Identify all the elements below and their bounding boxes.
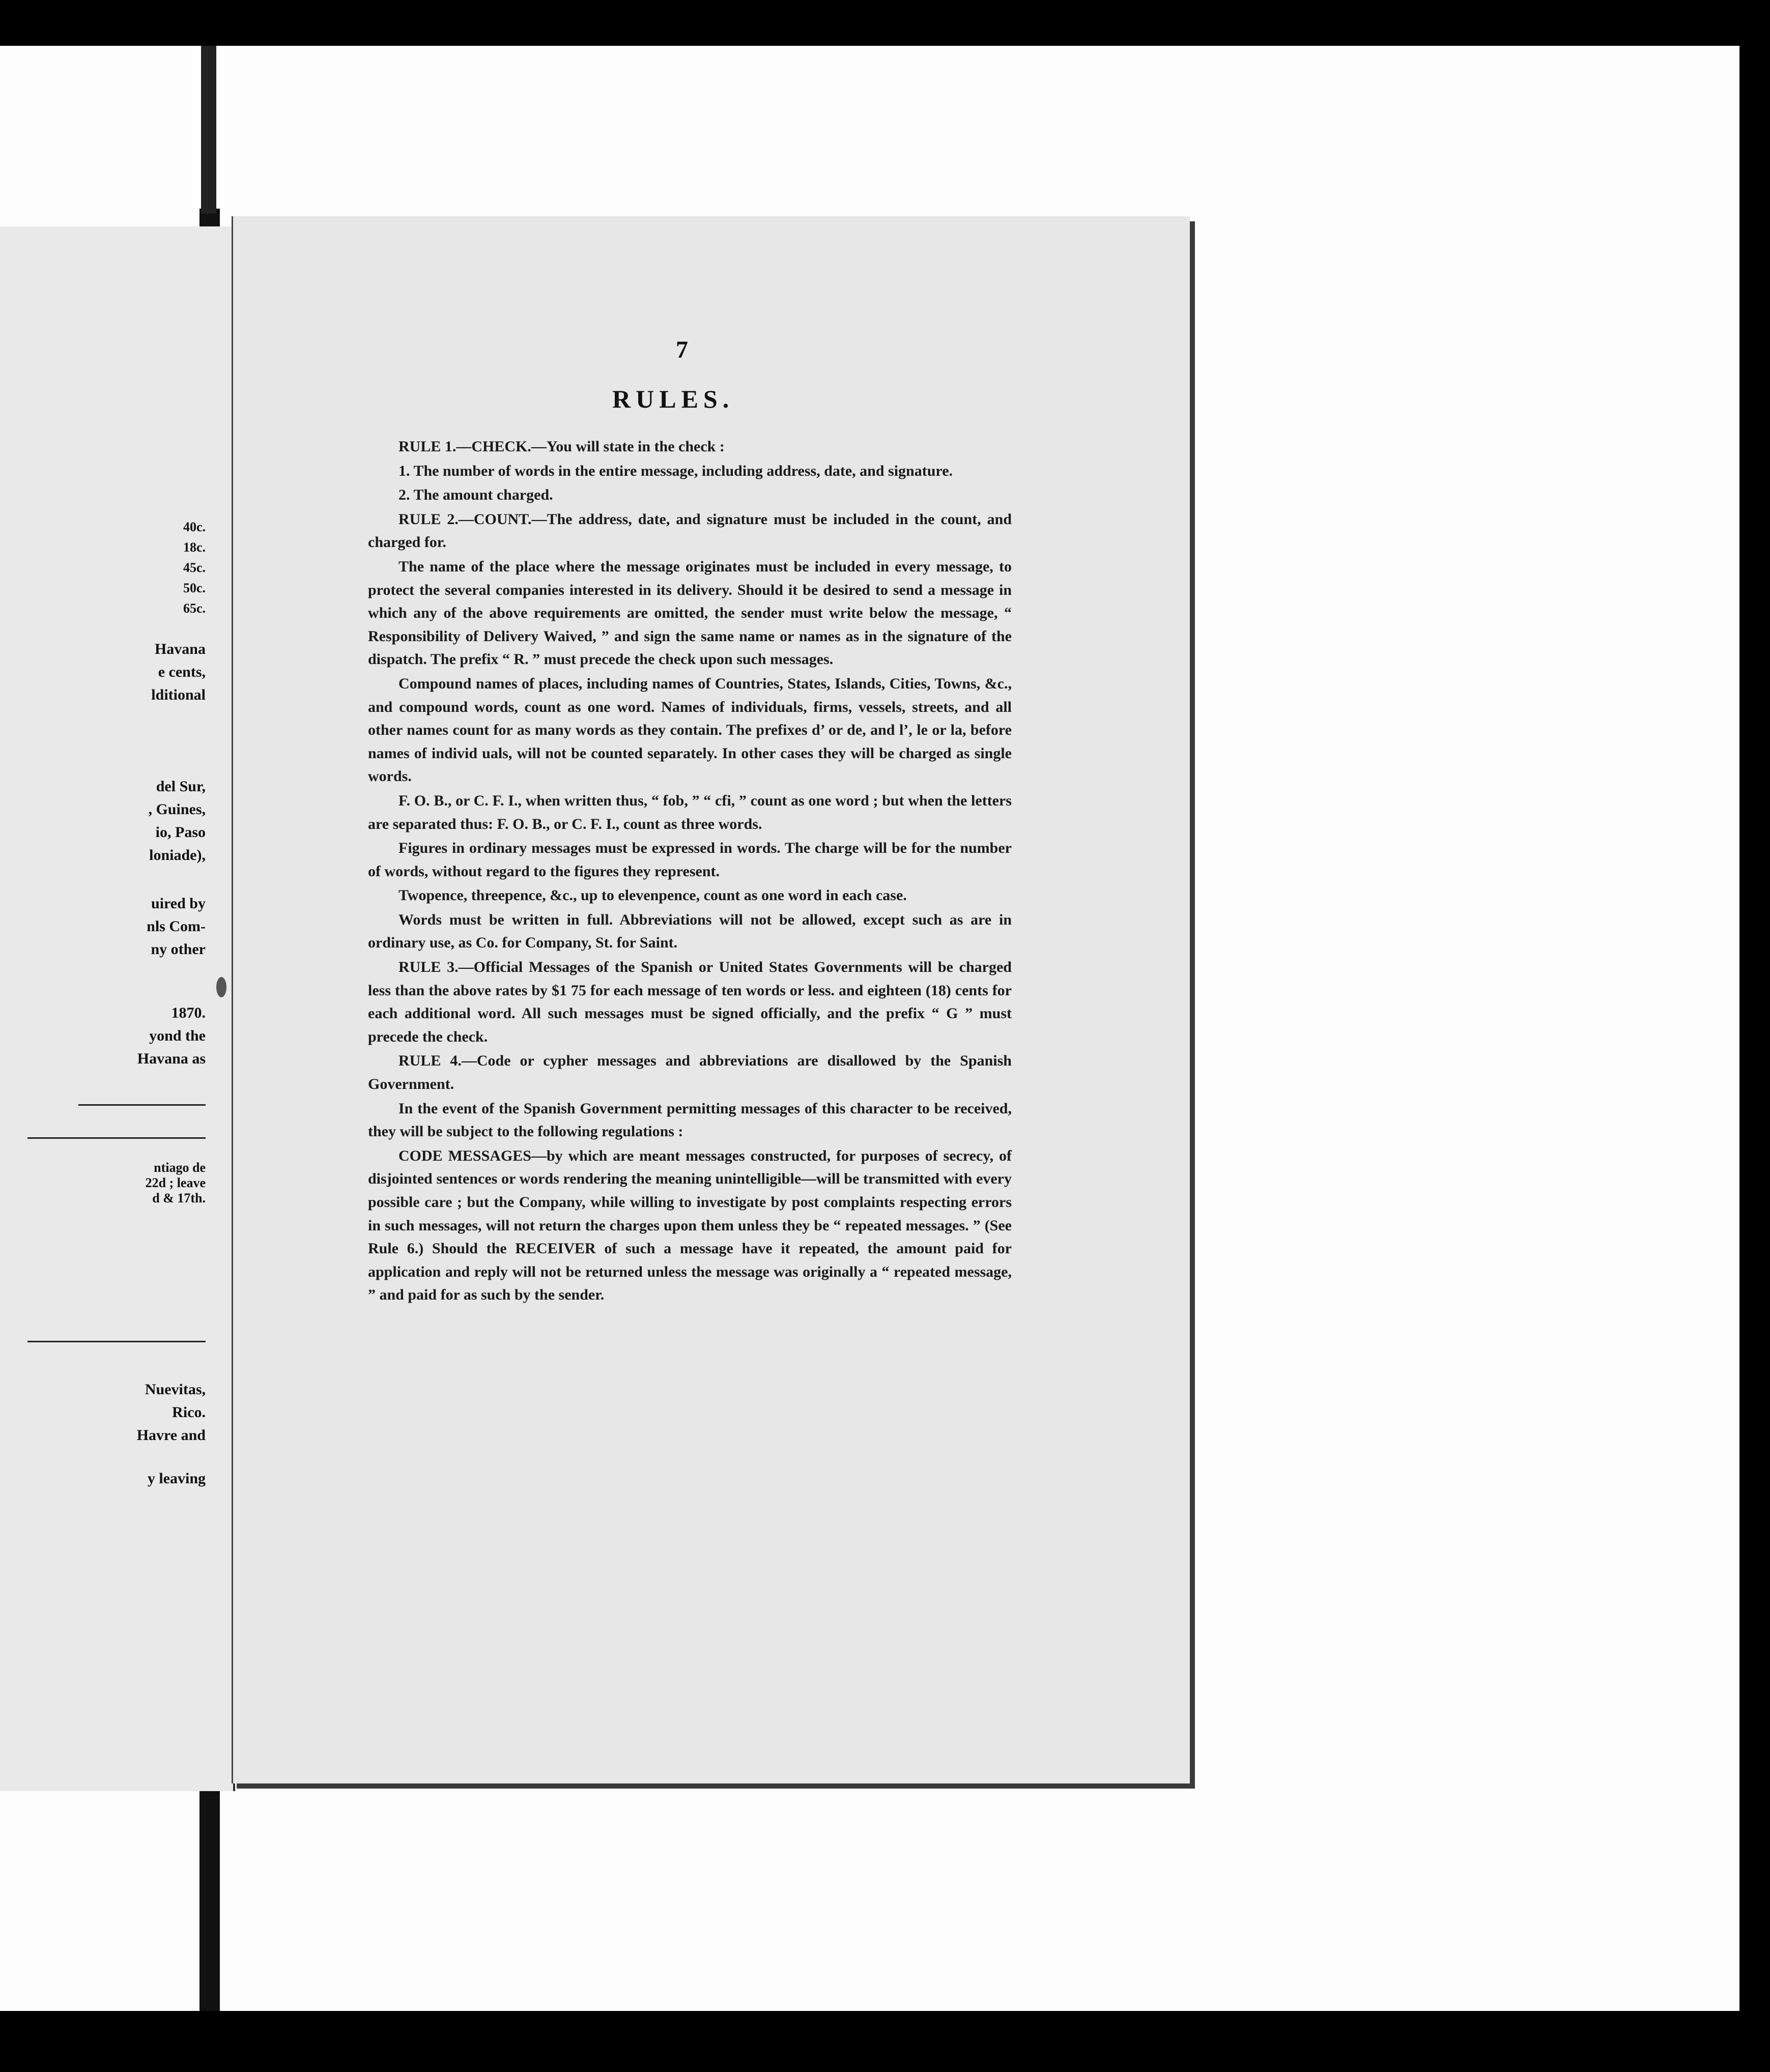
rule-paragraph: In the event of the Spanish Government permitting messages of this character to be received, they will be subject to the following regulations :	[368, 1100, 1012, 1140]
rules-body	[368, 435, 1012, 1308]
left-fragment: lditional	[151, 686, 206, 703]
left-fragment: y leaving	[147, 1470, 206, 1487]
rule-paragraph: Compound names of places, including names of Countries, States, Islands, Cities, Towns, &c., and compound words, count as one word. Names of individuals, firms, vessels, streets, and all other names count for as many words as they contain. The prefixes d’ or de, and l’, le or la, before names of individ uals, will not be counted separately. In other cases they will be charged as single words.	[368, 675, 1012, 785]
left-fragment: 22d ; leave	[145, 1175, 206, 1190]
left-fragment: nls Com-	[147, 918, 206, 935]
left-fragment: Havre and	[136, 1427, 206, 1444]
left-fragment: 65c.	[183, 601, 206, 616]
page-number: 7	[676, 336, 688, 363]
left-fragment: ny other	[151, 941, 206, 958]
left-fragment: loniade),	[149, 847, 206, 864]
left-fragment: io, Paso	[155, 824, 206, 841]
right-page	[232, 216, 1190, 1783]
scan-border-right	[1739, 0, 1770, 2072]
left-fragment: Havana	[154, 641, 206, 657]
left-divider	[27, 1341, 206, 1342]
rule-paragraph: CODE MESSAGES—by which are meant messages constructed, for purposes of secrecy, of disjointed sentences or words rendering the meaning unintelligible—will be transmitted with every possible care ; but the Company, while willing to investigate by post complaints respecting errors in such messages, will not return the charges upon them unless they be “ repeated messages. ” (See Rule 6.) Should the RECEIVER of such a message have it repeated, the amount paid for application and reply will not be returned unless the message was originally a “ repeated message, ” and paid for as such by the sender.	[368, 1147, 1012, 1304]
page-heading: RULES.	[612, 385, 734, 413]
rule-paragraph: Words must be written in full. Abbreviations will not be allowed, except such as are in ordinary use, as Co. for Company, St. for Saint.	[368, 911, 1012, 952]
left-fragment: Havana as	[137, 1050, 206, 1067]
rule-paragraph: 2. The amount charged.	[398, 486, 553, 504]
left-fragment: 45c.	[183, 560, 206, 575]
rule-paragraph: RULE 2.—COUNT.—The address, date, and signature must be included in the count, and charged for.	[368, 510, 1012, 551]
rule-paragraph: The name of the place where the message originates must be included in every message, to protect the several companies interested in its delivery. Should it be desired to send a message in which any of the above requirements are omitted, the sender must write below the message, “ Responsibility of Delivery Waived, ” and sign the same name or names as in the signature of the dispatch. The prefix “ R. ” must precede the check upon such messages.	[368, 558, 1012, 668]
left-divider	[78, 1104, 206, 1106]
left-fragment: d & 17th.	[152, 1191, 206, 1205]
left-fragment: 1870.	[171, 1004, 206, 1021]
page-crease-mark	[216, 977, 226, 997]
left-page	[0, 226, 235, 1791]
left-fragment: ntiago de	[154, 1160, 206, 1175]
scan-border-top	[0, 0, 1770, 46]
rule-paragraph: Figures in ordinary messages must be expressed in words. The charge will be for the number of words, without regard to the figures they represent.	[368, 840, 1012, 880]
rule-paragraph: Twopence, threepence, &c., up to elevenpence, count as one word in each case.	[398, 887, 907, 904]
left-fragment: e cents,	[158, 664, 206, 680]
left-divider	[27, 1137, 206, 1139]
left-fragment: 50c.	[183, 581, 206, 595]
rule-paragraph: F. O. B., or C. F. I., when written thus, “ fob, ” “ cfi, ” count as one word ; but when the letters are separated thus: F. O. B., or C. F. I., count as three words.	[368, 792, 1012, 832]
rule-paragraph: RULE 3.—Official Messages of the Spanish or United States Governments will be charged less than the above rates by $1 75 for each message of ten words or less. and eighteen (18) cents for each additional word. All such messages must be signed officially, and the prefix “ G ” must precede the check.	[368, 959, 1012, 1045]
left-fragment: del Sur,	[156, 778, 206, 795]
left-fragment: 40c.	[183, 520, 206, 534]
rule-paragraph: 1. The number of words in the entire message, including address, date, and signature.	[398, 462, 953, 479]
rule-paragraph: RULE 1.—CHECK.—You will state in the check :	[398, 438, 725, 455]
left-fragment: yond the	[149, 1027, 206, 1044]
left-fragment: Rico.	[172, 1404, 206, 1421]
left-fragment: , Guines,	[148, 801, 206, 818]
left-fragment: uired by	[151, 895, 206, 912]
scan-border-bottom	[0, 2011, 1770, 2072]
rule-paragraph: RULE 4.—Code or cypher messages and abbreviations are disallowed by the Spanish Government.	[368, 1052, 1012, 1093]
book-spine	[201, 46, 216, 214]
left-fragment: 18c.	[183, 540, 206, 555]
left-fragment: Nuevitas,	[145, 1381, 206, 1398]
